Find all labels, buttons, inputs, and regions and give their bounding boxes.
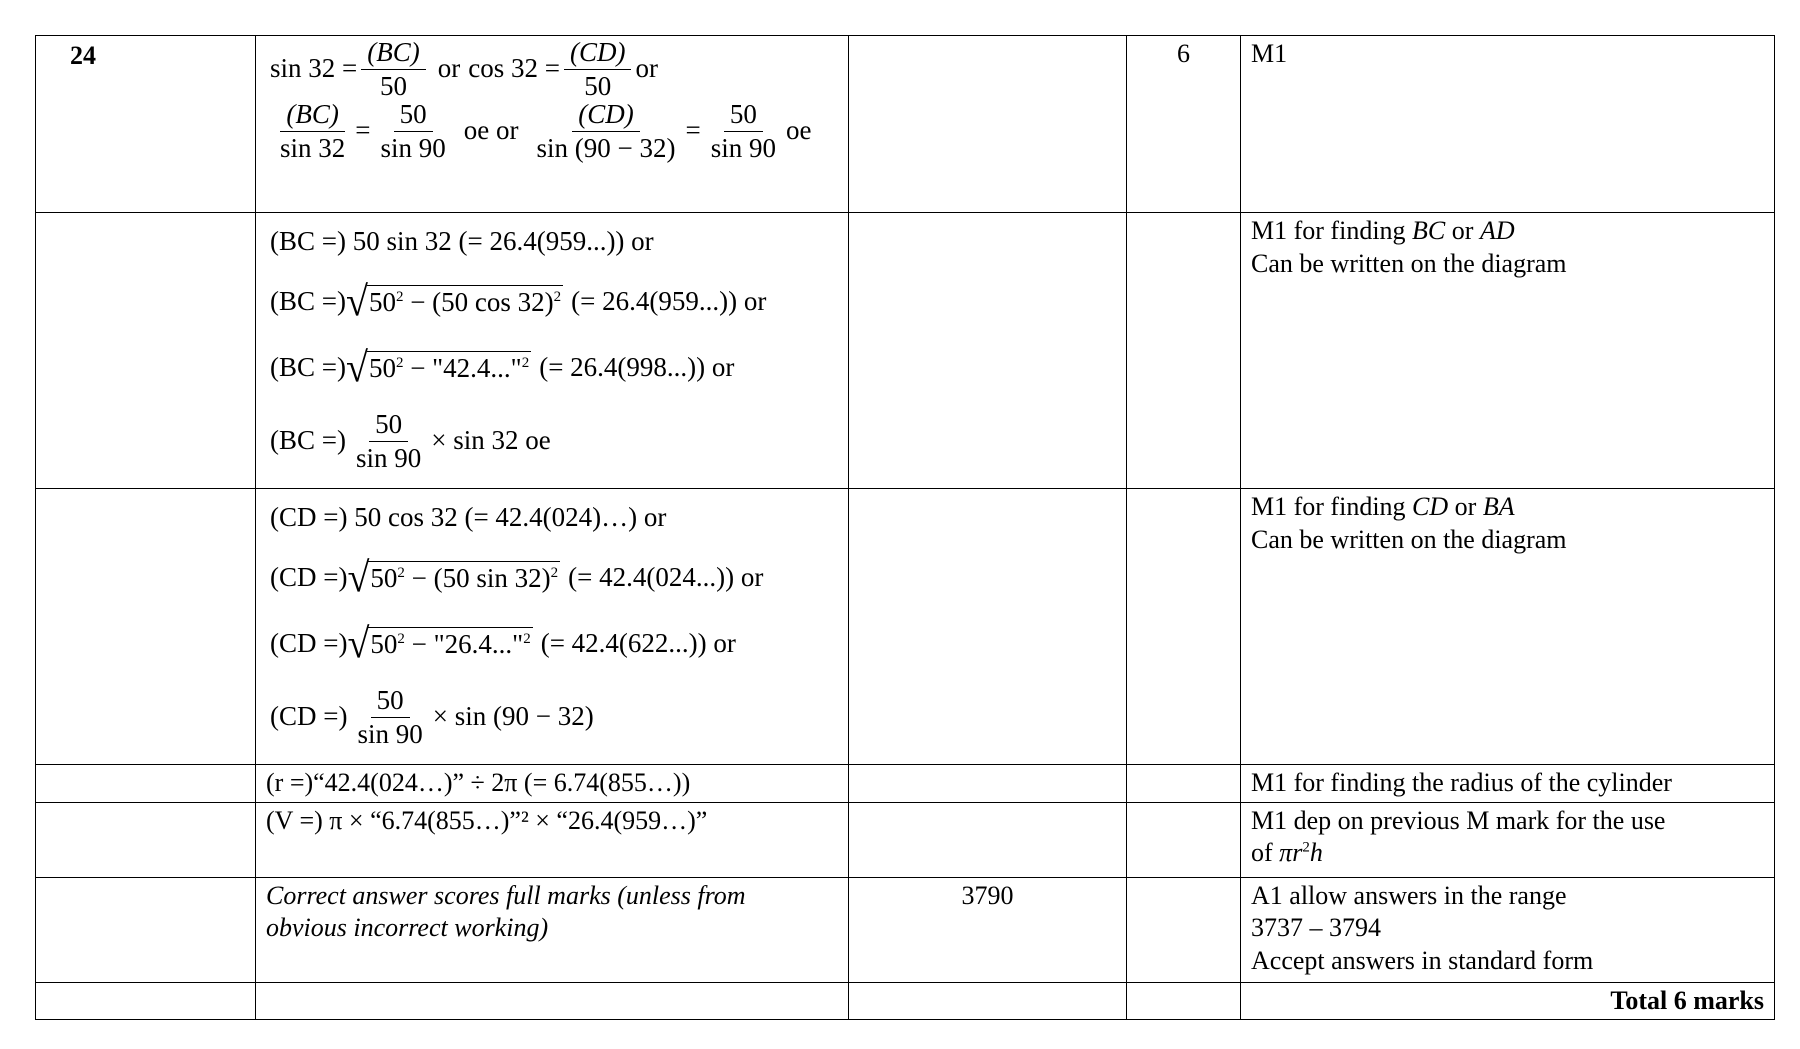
answer-cell: 3790 [849, 877, 1127, 982]
working-line: Correct answer scores full marks (unless from [266, 880, 746, 910]
working-line: (BC =) √ $50^2 - (50$ cos 32)$^2$ (= 26.4(959...)) or [270, 277, 767, 326]
marks-cell: 6 [1127, 36, 1241, 213]
note-line: A1 allow answers in the range [1251, 880, 1567, 910]
fraction: $\frac{(BC)}{\sin 32}$ [280, 99, 346, 163]
marks-cell [1127, 877, 1241, 982]
fraction: $\frac{(BC)}{50}$ [361, 38, 425, 100]
answer-cell [849, 213, 1127, 489]
table-row [36, 765, 1775, 803]
answer-cell [849, 982, 1127, 1020]
table-row [36, 802, 1775, 877]
note-line: 3737 – 3794 [1251, 913, 1381, 942]
working-line [270, 100, 838, 162]
math-text: oe [785, 115, 812, 146]
note-line: Can be written on the diagram [1251, 524, 1567, 554]
working-line: (BC =) 50 sin 32 (= 26.4(959...)) or [270, 226, 654, 257]
note-line: Accept answers in standard form [1251, 945, 1594, 975]
working-line: obvious incorrect working) [266, 913, 549, 942]
table-row [36, 877, 1775, 982]
question-number: 24 [36, 36, 256, 213]
note-line: M1 dep on previous M mark for the use [1251, 805, 1666, 835]
working-line: (BC =) $\frac{50}{\sin 90}$ × sin 32 oe [270, 409, 551, 473]
working-line: (CD =) √ $50^2 - (50$ sin 32)$^2$ (= 42.4(024...)) or [270, 553, 764, 602]
working-cell [256, 982, 849, 1020]
math-text: or [437, 53, 461, 84]
working-cell [256, 489, 849, 765]
working-line: (CD =) √ $50^2$ − "26.4..."$^2$ (= 42.4(622...)) or [270, 619, 736, 668]
math-text: = [685, 115, 701, 146]
table-row [36, 982, 1775, 1020]
note-line: M1 for finding the radius of the cylinder [1251, 768, 1672, 797]
answer-cell [849, 802, 1127, 877]
question-number-cell [36, 765, 256, 803]
working-cell [256, 802, 849, 877]
working-cell [256, 765, 849, 803]
question-number-cell [36, 802, 256, 877]
working-cell [256, 213, 849, 489]
table-row [36, 489, 1775, 765]
fraction: $\frac{50}{\sin 90}$ [710, 99, 776, 163]
mark-scheme-table [35, 35, 1775, 1020]
table-row [36, 36, 1775, 213]
note-line: M1 for finding BC or AD [1251, 216, 1515, 245]
working-line: (CD =) $\frac{50}{\sin 90}$ × sin (90 − 32) [270, 685, 594, 749]
note-line: M1 [1251, 39, 1288, 68]
working-line: (BC =) √ $50^2$ − "42.4..."$^2$ (= 26.4(998...)) or [270, 343, 735, 392]
square-root: √ $50^2$ − "42.4..."$^2$ [345, 343, 530, 392]
note-line: M1 for finding CD or BA [1251, 492, 1515, 521]
fraction: $\frac{50}{\sin 90}$ [355, 409, 422, 473]
table-row [36, 213, 1775, 489]
math-text: or [635, 53, 658, 84]
fraction: $\frac{50}{\sin 90}$ [357, 685, 423, 749]
notes-cell [1241, 802, 1775, 877]
notes-cell [1241, 489, 1775, 765]
square-root: √ $50^2 - (50$ sin 32)$^2$ [347, 553, 559, 602]
notes-cell [1241, 213, 1775, 489]
question-number-cell [36, 877, 256, 982]
fraction: $\frac{(CD)}{\sin (90 - 32)}$ [536, 99, 676, 163]
fraction: $\frac{(CD)}{50}$ [564, 38, 632, 100]
math-text: = [355, 115, 371, 146]
working-cell [256, 877, 849, 982]
answer-cell [849, 765, 1127, 803]
marks-cell [1127, 489, 1241, 765]
note-line: Can be written on the diagram [1251, 248, 1567, 278]
working-line: (r =)“42.4(024…)” ÷ 2π (= 6.74(855…)) [266, 768, 691, 797]
question-number-cell [36, 982, 256, 1020]
marks-cell [1127, 982, 1241, 1020]
fraction: $\frac{50}{\sin 90}$ [380, 99, 446, 163]
working-line [270, 38, 838, 100]
marks-cell [1127, 765, 1241, 803]
math-text: sin 32 = [270, 53, 358, 84]
working-cell [256, 36, 849, 213]
working-line: (CD =) 50 cos 32 (= 42.4(024)…) or [270, 502, 667, 533]
notes-cell [1241, 36, 1775, 213]
math-text: cos 32 = [468, 53, 560, 84]
question-number-cell [36, 213, 256, 489]
math-text: oe or [463, 115, 519, 146]
note-line: of $\pi r^2h$ [1251, 838, 1323, 867]
answer-cell [849, 489, 1127, 765]
square-root: √ $50^2$ − "26.4..."$^2$ [347, 619, 531, 668]
answer-cell [849, 36, 1127, 213]
marks-cell [1127, 802, 1241, 877]
total-marks: Total 6 marks [1241, 982, 1775, 1020]
notes-cell [1241, 765, 1775, 803]
notes-cell [1241, 877, 1775, 982]
square-root: √ $50^2 - (50$ cos 32)$^2$ [345, 277, 562, 326]
question-number-cell [36, 489, 256, 765]
marks-cell [1127, 213, 1241, 489]
working-line: (V =) π × “6.74(855…)”² × “26.4(959…)” [266, 805, 708, 835]
